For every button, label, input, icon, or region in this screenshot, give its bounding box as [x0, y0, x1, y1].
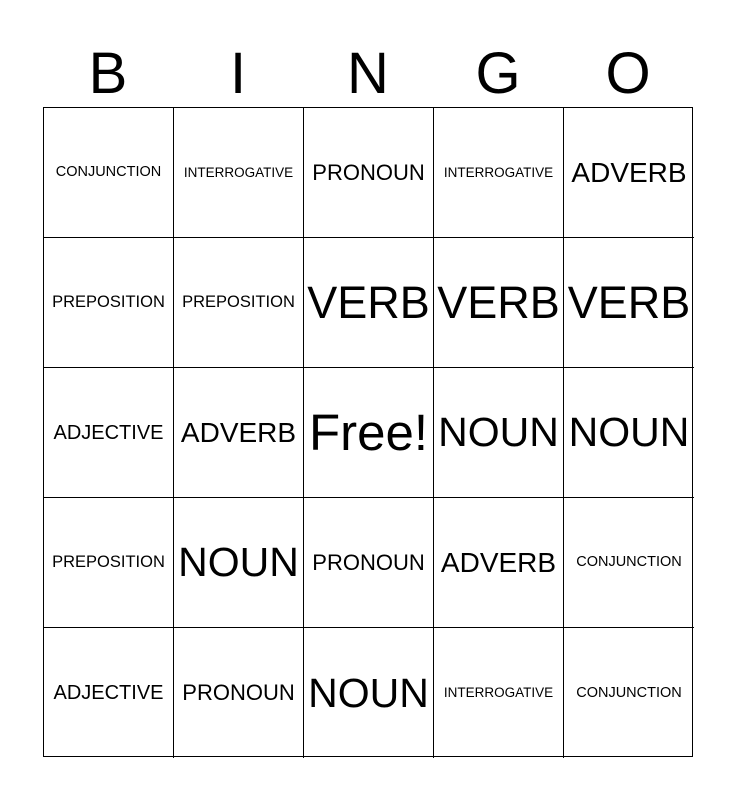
bingo-cell[interactable]	[44, 108, 174, 238]
bingo-board	[43, 107, 693, 757]
cell-label: ADJECTIVE	[53, 682, 164, 704]
bingo-cell[interactable]	[174, 108, 304, 238]
cell-label: NOUN	[568, 409, 690, 455]
header-letter-i: I	[229, 41, 247, 106]
cell-label: PREPOSITION	[52, 293, 165, 312]
cell-label: INTERROGATIVE	[443, 164, 554, 180]
cell-label: NOUN	[178, 539, 299, 585]
bingo-cell[interactable]	[44, 238, 174, 368]
cell-label: PREPOSITION	[52, 553, 165, 572]
bingo-cell[interactable]	[174, 238, 304, 368]
header-letter-n: N	[347, 41, 389, 106]
bingo-cell[interactable]	[174, 368, 304, 498]
cell-label: PRONOUN	[312, 549, 425, 575]
cell-label: ADVERB	[180, 416, 297, 448]
cell-label: PRONOUN	[182, 680, 295, 705]
bingo-cell[interactable]	[304, 238, 434, 368]
cell-label: Free!	[308, 404, 429, 461]
bingo-cell[interactable]	[564, 108, 694, 238]
cell-label: INTERROGATIVE	[183, 164, 294, 180]
free-space-cell[interactable]	[304, 368, 434, 498]
bingo-cell[interactable]	[564, 628, 694, 758]
header-letter-g: G	[475, 41, 521, 106]
cell-label: ADVERB	[440, 546, 557, 578]
bingo-cell[interactable]	[564, 498, 694, 628]
bingo-cell[interactable]	[434, 628, 564, 758]
bingo-cell[interactable]	[174, 498, 304, 628]
cell-label: PREPOSITION	[182, 293, 295, 312]
bingo-cell[interactable]	[44, 628, 174, 758]
bingo-header	[43, 42, 693, 106]
bingo-cell[interactable]	[44, 368, 174, 498]
bingo-cell[interactable]	[434, 498, 564, 628]
bingo-cell[interactable]	[434, 108, 564, 238]
bingo-cell[interactable]	[304, 498, 434, 628]
header-letter-b: B	[88, 41, 128, 106]
cell-label: CONJUNCTION	[55, 164, 162, 181]
cell-label: CONJUNCTION	[576, 554, 682, 571]
cell-label: VERB	[567, 277, 691, 328]
cell-label: NOUN	[308, 669, 429, 716]
cell-label: VERB	[437, 277, 560, 328]
header-letter-o: O	[605, 41, 651, 106]
cell-label: ADVERB	[571, 156, 687, 188]
bingo-cell[interactable]	[304, 108, 434, 238]
cell-label: NOUN	[438, 409, 559, 455]
cell-label: PRONOUN	[312, 159, 425, 185]
cell-label: ADJECTIVE	[53, 421, 164, 444]
bingo-cell[interactable]	[304, 628, 434, 758]
bingo-cell[interactable]	[434, 368, 564, 498]
bingo-cell[interactable]	[564, 238, 694, 368]
bingo-cell[interactable]	[44, 498, 174, 628]
cell-label: CONJUNCTION	[576, 684, 682, 701]
bingo-cell[interactable]	[564, 368, 694, 498]
bingo-cell[interactable]	[434, 238, 564, 368]
cell-label: INTERROGATIVE	[443, 685, 554, 701]
cell-label: VERB	[307, 277, 430, 328]
bingo-cell[interactable]	[174, 628, 304, 758]
